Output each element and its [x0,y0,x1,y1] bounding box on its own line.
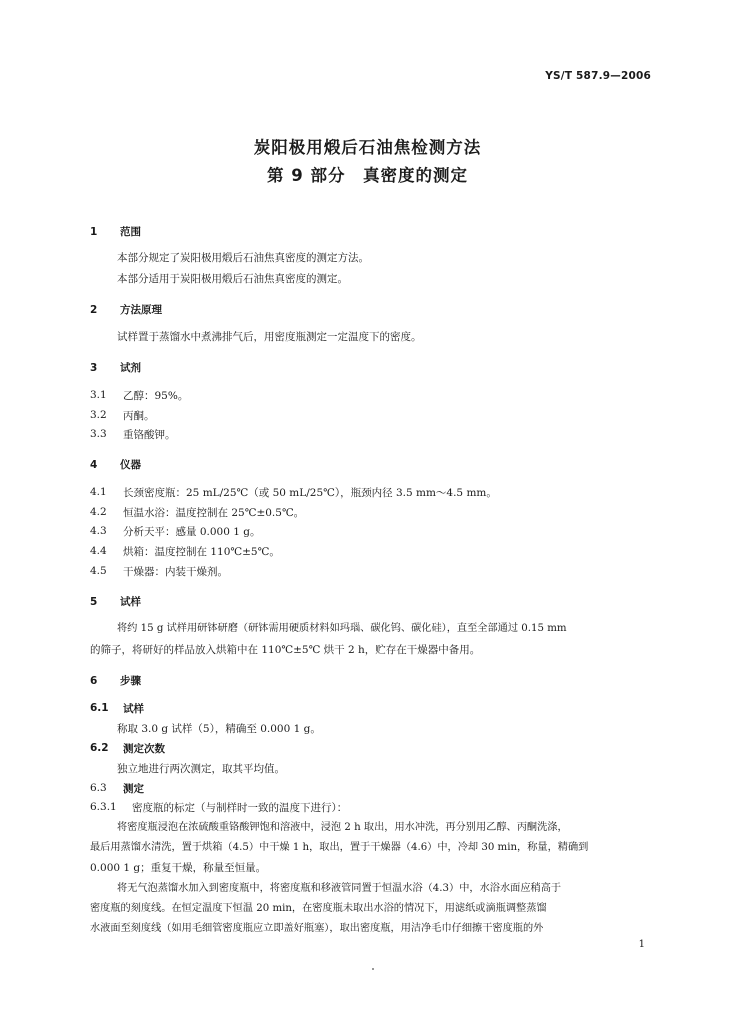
section-1-paragraph-1: 本部分规定了炭阳极用煅后石油焦真密度的测定方法。 [117,252,369,264]
subsection-6-1-number: 6.1 [90,702,109,714]
paragraph-6-3-1b-line3: 水液面至刻度线（如用毛细管密度瓶应立即盖好瓶塞），取出密度瓶，用洁净毛巾仔细擦干密度瓶的外 [90,923,544,934]
section-3-number: 3 [90,362,98,374]
section-1-heading: 范围 [120,226,141,238]
item-3-3-number: 3.3 [90,428,107,440]
item-4-1-text: 长颈密度瓶：25 mL/25℃（或 50 mL/25℃），瓶颈内径 3.5 mm～4.5 mm。 [123,487,497,499]
section-5-heading: 试样 [120,596,141,608]
subsection-6-2-number: 6.2 [90,742,109,754]
paragraph-6-3-1-line2: 最后用蒸馏水清洗，置于烘箱（4.5）中干燥 1 h，取出，置于干燥器（4.6）中，冷却 30 min，称量，精确到 [90,842,589,853]
subsection-6-2-paragraph: 独立地进行两次测定，取其平均值。 [117,763,285,775]
section-5-number: 5 [90,596,98,608]
section-1-paragraph-2: 本部分适用于炭阳极用煅后石油焦真密度的测定。 [117,273,348,285]
section-4-heading: 仪器 [120,459,141,471]
item-3-2-number: 3.2 [90,409,107,421]
subsection-6-3-heading: 测定 [123,783,144,795]
section-1-number: 1 [90,226,98,238]
subsection-6-3-number: 6.3 [90,782,107,794]
section-2-number: 2 [90,304,98,316]
document-title-line1: 炭阳极用煅后石油焦检测方法 [253,138,482,157]
item-4-2-text: 恒温水浴：温度控制在 25℃±0.5℃。 [123,507,305,519]
subsection-6-3-1-heading: 密度瓶的标定（与制样时一致的温度下进行）： [132,802,348,814]
section-2-paragraph: 试样置于蒸馏水中煮沸排气后，用密度瓶测定一定温度下的密度。 [117,331,422,343]
paragraph-6-3-1b-line1: 将无气泡蒸馏水加入到密度瓶中，将密度瓶和移液管同置于恒温水浴（4.3）中，水浴水面应稍高于 [117,883,562,894]
subsection-6-2-heading: 测定次数 [123,743,165,755]
item-4-4-text: 烘箱：温度控制在 110℃±5℃。 [123,546,280,558]
subsection-6-3-1-number: 6.3.1 [90,801,117,813]
item-4-3-number: 4.3 [90,525,107,537]
standard-number: YS/T 587.9—2006 [545,70,651,82]
item-4-1-number: 4.1 [90,486,107,498]
item-3-1-number: 3.1 [90,389,107,401]
item-4-5-number: 4.5 [90,565,107,577]
item-4-5-text: 干燥器：内装干燥剂。 [123,566,228,578]
section-5-paragraph-line1: 将约 15 g 试样用研钵研磨（研钵需用硬质材料如玛瑙、碳化钨、碳化硅），直至全部通过 0.15 mm [117,623,567,634]
item-3-2-text: 丙酮。 [123,410,155,422]
section-6-number: 6 [90,675,98,687]
scan-artifact-dot [372,968,374,970]
subsection-6-1-paragraph: 称取 3.0 g 试样（5），精确至 0.000 1 g。 [117,723,321,735]
page-number: 1 [638,939,645,950]
section-5-paragraph-line2: 的筛子，将研好的样品放入烘箱中在 110℃±5℃ 烘干 2 h，贮存在干燥器中备用。 [90,644,481,656]
document-title-line2: 第 9 部分 真密度的测定 [267,166,468,185]
section-3-heading: 试剂 [120,362,141,374]
paragraph-6-3-1-line3: 0.000 1 g；重复干燥，称量至恒量。 [90,862,267,874]
paragraph-6-3-1b-line2: 密度瓶的刻度线。在恒定温度下恒温 20 min，在密度瓶未取出水浴的情况下，用滤纸或滴瓶调整蒸馏 [90,903,547,914]
item-3-3-text: 重铬酸钾。 [123,429,176,441]
section-4-number: 4 [90,459,98,471]
section-6-heading: 步骤 [120,675,141,687]
item-4-2-number: 4.2 [90,506,107,518]
item-3-1-text: 乙醇：95%。 [123,390,189,402]
item-4-3-text: 分析天平：感量 0.000 1 g。 [123,526,261,538]
subsection-6-1-heading: 试样 [123,703,144,715]
section-2-heading: 方法原理 [120,304,162,316]
item-4-4-number: 4.4 [90,545,107,557]
paragraph-6-3-1-line1: 将密度瓶浸泡在浓硫酸重铬酸钾饱和溶液中，浸泡 2 h 取出，用水冲洗，再分别用乙醇、丙酮洗涤， [117,822,568,833]
